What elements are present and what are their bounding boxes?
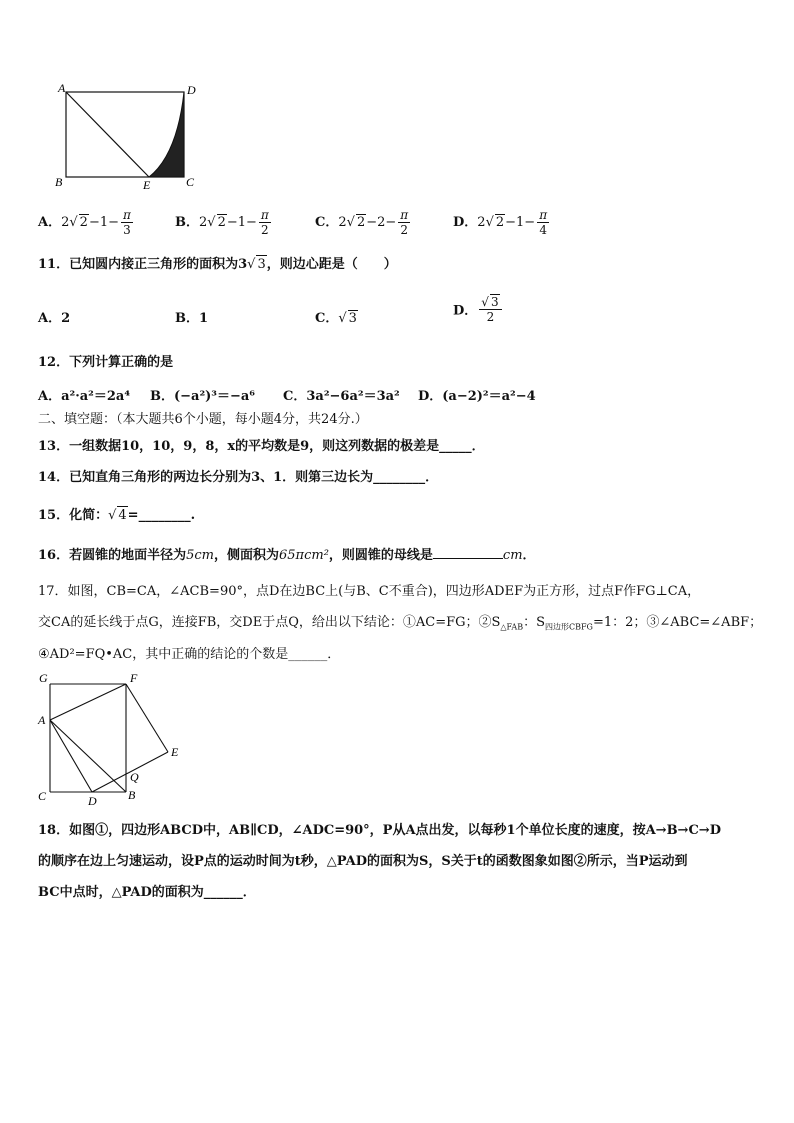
q14-text: 14．已知直角三角形的两边长分别为3、1．则第三边长为________． bbox=[38, 470, 439, 485]
q11-stem: 11．已知圆内接正三角形的面积为3√ 3，则边心距是（ ） bbox=[38, 257, 397, 272]
q12-stem: 12．下列计算正确的是 bbox=[38, 355, 174, 370]
q16-text: 16．若圆锥的地面半径为5cm，侧面积为65πcm²，则圆锥的母线是 cm． bbox=[38, 548, 536, 563]
segment-ae bbox=[66, 92, 149, 177]
section-heading-fill-in: 二、填空题：（本大题共6个小题，每小题4分，共24分.） bbox=[38, 412, 368, 427]
q11-option-b: B．1 bbox=[175, 311, 209, 326]
label-e: E bbox=[171, 745, 179, 759]
shaded-region bbox=[149, 92, 184, 177]
q15-text: 15．化简：√ 4=________. bbox=[38, 508, 196, 523]
q10-option-a: A．2√ 2−1− $\frac{\pi}{3}$ bbox=[38, 208, 131, 237]
q12-option-a: A．a²·a²＝2a⁴ bbox=[38, 389, 131, 404]
q10-option-c: C．2√ 2−2− $\frac{\pi}{2}$ bbox=[315, 208, 409, 237]
label-a: A bbox=[58, 81, 66, 95]
figure-q10 bbox=[52, 80, 202, 192]
label-d: D bbox=[187, 83, 196, 97]
q10-option-b: B．2√ 2−1− $\frac{\pi}{2}$ bbox=[175, 208, 269, 237]
q11-option-a: A．2 bbox=[38, 311, 71, 326]
label-b: B bbox=[128, 788, 136, 802]
label-g: G bbox=[39, 671, 48, 685]
q18-line2: 的顺序在边上匀速运动，设P点的运动时间为t秒，△PAD的面积为S，S关于t的函数图象如图②所示，当P运动到 bbox=[38, 854, 688, 869]
label-c: C bbox=[38, 789, 47, 803]
label-b: B bbox=[55, 175, 63, 189]
label-e: E bbox=[143, 178, 151, 192]
segment-fe bbox=[126, 684, 168, 752]
q13-text: 13．一组数据10，10，9，8，x的平均数是9，则这列数据的极差是_____． bbox=[38, 439, 485, 454]
q17-line3: ④AD²=FQ•AC，其中正确的结论的个数是______． bbox=[38, 647, 341, 662]
label-a: A bbox=[38, 713, 46, 727]
q17-line1: 17．如图，CB=CA，∠ACB=90°，点D在边BC上(与B、C不重合)，四边形ADEF为正方形，过点F作FG⊥CA， bbox=[38, 584, 701, 599]
q12-option-b: B．(−a²)³＝−a⁶ bbox=[150, 389, 256, 404]
q12-option-d: D．(a−2)²＝a²−4 bbox=[418, 389, 536, 404]
segment-ad bbox=[50, 720, 92, 792]
label-d: D bbox=[88, 794, 97, 808]
q11-option-d: D． $\frac{√ 3}{2}$ bbox=[453, 294, 502, 324]
label-q: Q bbox=[130, 770, 139, 784]
label-c: C bbox=[186, 175, 195, 189]
figure-q17 bbox=[30, 668, 200, 813]
q11-option-c: C．√ 3 bbox=[315, 311, 357, 326]
q17-line2: 交CA的延长线于点G，连接FB，交DE于点Q，给出以下结论：①AC=FG；$②S_{\triangle FAB}$：$S_{四边形CBFG}=1$：2；③∠ABC=∠ABF； bbox=[38, 615, 763, 632]
label-f: F bbox=[130, 671, 138, 685]
q10-option-d: D．2√ 2−1− $\frac{\pi}{4}$ bbox=[453, 208, 548, 237]
segment-ab bbox=[50, 720, 126, 792]
q12-option-c: C．3a²−6a²＝3a² bbox=[283, 389, 400, 404]
q18-line3: BC中点时，△PAD的面积为______． bbox=[38, 885, 256, 900]
q18-line1: 18．如图①，四边形ABCD中，AB∥CD，∠ADC=90°，P从A点出发，以每秒1个单位长度的速度，按A→B→C→D bbox=[38, 823, 721, 838]
segment-af bbox=[50, 684, 126, 720]
